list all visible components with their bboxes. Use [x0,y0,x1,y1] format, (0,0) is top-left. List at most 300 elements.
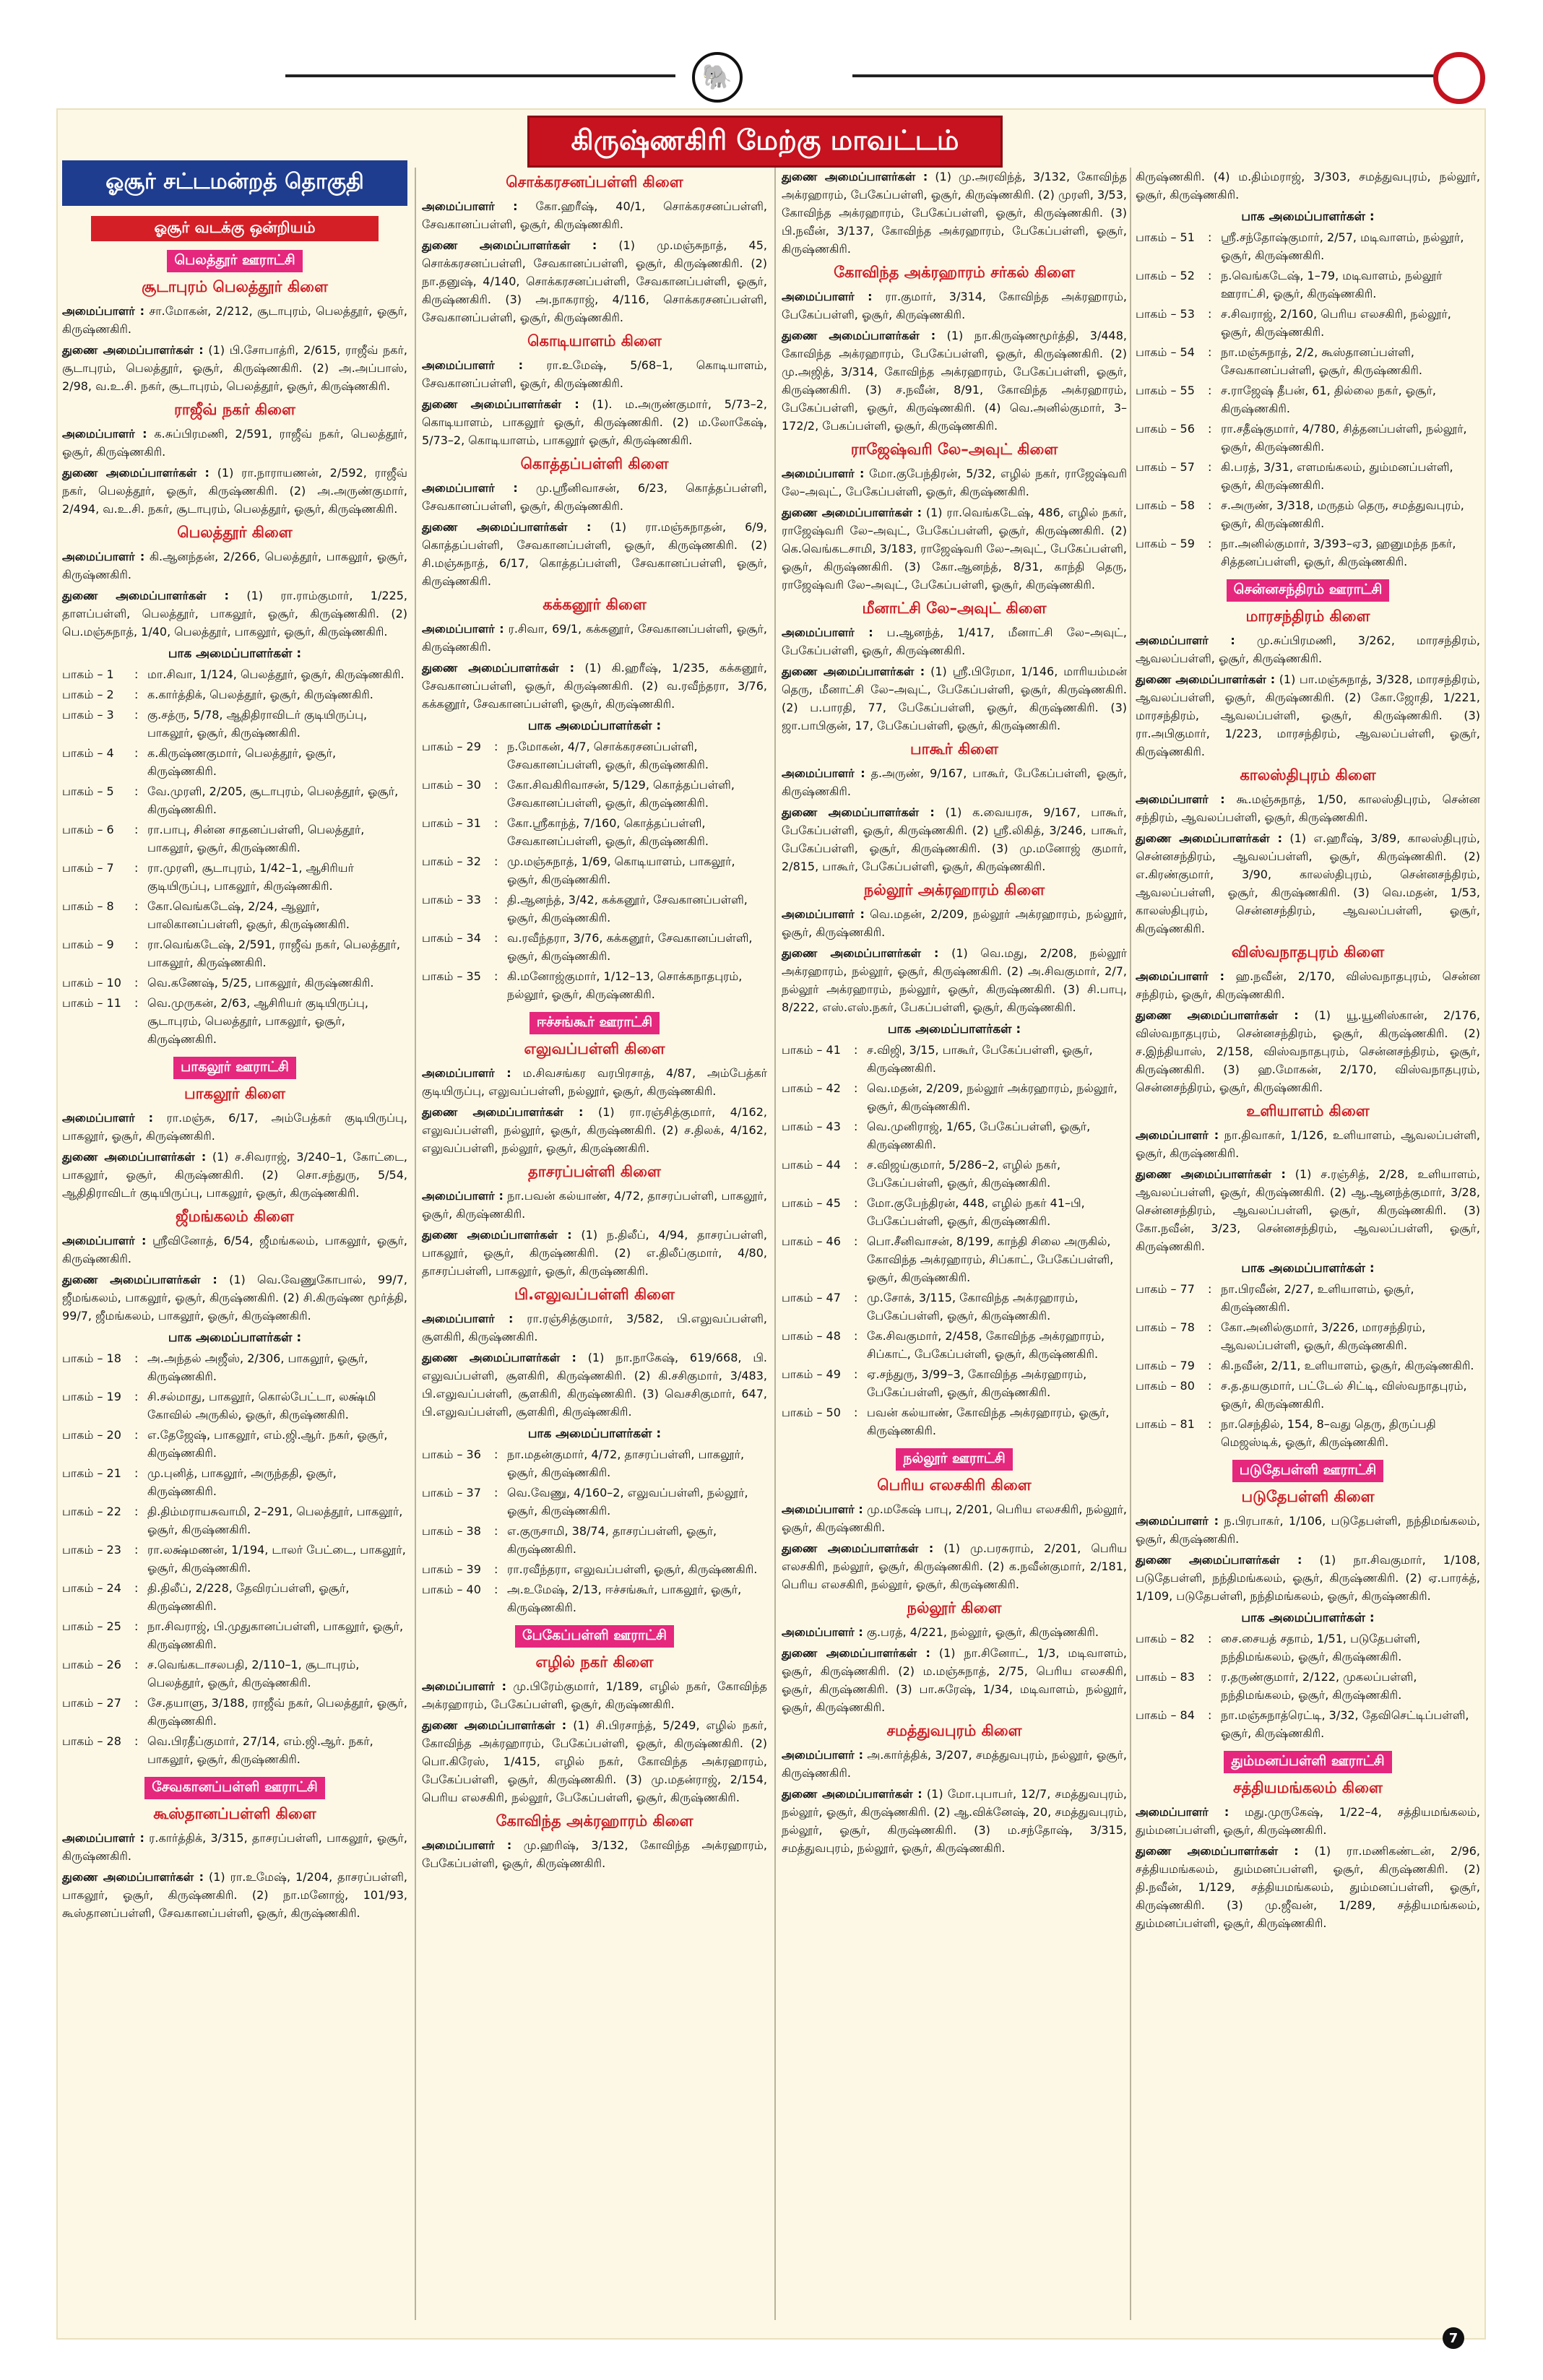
colon-separator: : [1208,460,1212,474]
booth-member: நா.அனில்குமார், 3/393–ஏ3, ஹனுமந்த நகர், சித்தனப்பள்ளி, ஓசூர், கிருஷ்ணகிரி. [1221,537,1456,568]
entry-text: ந.பிரபாகர், 1/106, படுதேபள்ளி, நந்திமங்கலம், ஓசூர், கிருஷ்ணகிரி. [1136,1514,1481,1546]
booth-number: பாகம் – 1 [62,667,114,681]
booth-member: எ.தேஜேஷ், பாகலூர், எம்.ஜி.ஆர். நகர், ஓசூர், கிருஷ்ணகிரி. [147,1428,388,1460]
role-label: அமைப்பாளர் : [1136,1805,1229,1819]
booth-number: பாகம் – 21 [62,1466,121,1480]
booth-member: வெ.மதன், 2/209, நல்லூர் அக்ரஹாரம், நல்லூர், ஓசூர், கிருஷ்ணகிரி. [867,1081,1118,1113]
role-label: துணை அமைப்பாளர்கள் : [62,1870,204,1884]
office-bearer-entry [62,464,407,518]
panchayat-label: சென்னசந்திரம் ஊராட்சி [1227,579,1390,602]
role-label: துணை அமைப்பாளர்கள் : [1136,831,1282,845]
role-label: அமைப்பாளர் : [62,1111,154,1125]
office-bearer-entry [422,1187,767,1223]
office-bearer-entry [422,395,767,449]
branch-heading: மாரசந்திரம் கிளை [1245,607,1370,625]
union-label: ஓசூர் வடக்கு ஒன்றியம் [91,216,379,241]
role-label: துணை அமைப்பாளர்கள் : [422,520,592,534]
office-bearer-entry [62,1868,407,1922]
colon-separator: : [134,899,139,913]
role-label: துணை அமைப்பாளர்கள் : [782,946,939,960]
booth-number: பாகம் – 6 [62,823,114,836]
panchayat-label: சேவகானப்பள்ளி ஊராட்சி [144,1777,324,1799]
booth-member: வெ.முனிராஜ், 1/65, பேகேப்பள்ளி, ஓசூர், கிருஷ்ணகிரி. [867,1120,1091,1151]
booth-member: மா.சிவா, 1/124, பெலத்தூர், ஓசூர், கிருஷ்ணகிரி. [147,667,405,681]
office-bearer-entry [422,1349,767,1421]
booth-row [62,1579,407,1615]
entry-text: (1) நா.கிருஷ்ணமூர்த்தி, 3/448, கோவிந்த அக்ரஹாரம், பேகேப்பள்ளி, ஓசூர், கிருஷ்ணகிரி. (2) மு.அஜித், 3/314, கோவிந்த அக்ரஹாரம், பேகேப்பள்ளி, ஓசூர், கிருஷ்ணகிரி. (3) ச.நவீன், 8/91, கோவிந்த அக்ரஹாரம், பேகேப்பள்ளி, ஓசூர், கிருஷ்ணகிரி. (4) வெ.அனில்குமார், 3–172/2, பேகப்பள்ளி, ஓசூர், கிருஷ்ணகிரி. [782,329,1127,433]
office-bearer-entry [1136,967,1480,1003]
office-bearer-entry [782,623,1127,659]
booth-member: தி.திம்மராயசுவாமி, 2–291, பெலத்தூர், பாகலூர், ஓசூர், கிருஷ்ணகிரி. [147,1505,403,1536]
booth-member: ர.தருண்குமார், 2/122, முகலப்பள்ளி, நந்திமங்கலம், ஓசூர், கிருஷ்ணகிரி. [1221,1670,1417,1702]
booth-number: பாகம் – 41 [782,1043,841,1057]
entry-text: (1) ரா.ராம்குமார், 1/225, தாளப்பள்ளி, பெலத்தூர், பாகலூர், ஓசூர், கிருஷ்ணகிரி. (2) பெ.மஞ்சுநாத், 1/40, பெலத்தூர், பாகலூர், ஓசூர், கிருஷ்ணகிரி. [62,589,407,639]
entry-text: (1) நா.சினோட், 1/3, மடிவாளம், ஓசூர், கிருஷ்ணகிரி. (2) ம.மஞ்சுநாத், 2/75, பெரிய எலசகிரி, ஓசூர், கிருஷ்ணகிரி. (3) பா.சுரேஷ், 1/34, மடிவாளம், நல்லூர், ஓசூர், கிருஷ்ணகிரி. [782,1646,1127,1714]
booth-member: ரா.வெங்கடேஷ், 2/591, ராஜீவ் நகர், பெலத்தூர், பாகலூர், கிருஷ்ணகிரி. [147,938,400,969]
role-label: துணை அமைப்பாளர்கள் : [62,466,209,480]
booth-member: நா.செந்தில், 154, 8–வது தெரு, திருப்பதி மெஜஸ்டிக், ஓசூர், கிருஷ்ணகிரி. [1221,1417,1436,1449]
booth-member: ச.விஜி, 3/15, பாகூர், பேகேப்பள்ளி, ஓசூர், கிருஷ்ணகிரி. [867,1043,1093,1075]
booth-member: கோ.சிவகிரிவாசன், 5/129, கொத்தப்பள்ளி, சேவகானப்பள்ளி, ஓசூர், கிருஷ்ணகிரி. [507,778,735,810]
booth-number: பாகம் – 83 [1136,1670,1195,1684]
booth-number: பாகம் – 32 [422,854,481,868]
role-label: அமைப்பாளர் : [62,1831,144,1845]
booth-number: பாகம் – 26 [62,1658,121,1671]
booth-member: ரா.ரவீந்தரா, எலுவப்பள்ளி, ஓசூர், கிருஷ்ணகிரி. [507,1562,758,1576]
office-bearer-entry [782,326,1127,435]
booth-row [1136,1280,1480,1316]
colon-separator: : [134,1619,139,1633]
office-bearer-entry [422,1836,767,1872]
booth-number: பாகம் – 55 [1136,384,1195,397]
entry-text: (1) ச.ரஞ்சித், 2/28, உளியாளம், ஆவலப்பள்ளி, ஓசூர், கிருஷ்ணகிரி. (2) ஆ.ஆனந்த்குமார், 3/28, சென்னசந்திரம், ஆவலப்பள்ளி, ஓசூர், கிருஷ்ணகிரி. (3) கோ.நவீன், 3/23, சென்னசந்திரம், ஆவலப்பள்ளி, ஓசூர், கிருஷ்ணகிரி. [1136,1167,1480,1253]
column-divider [774,168,776,2320]
role-label: அமைப்பாளர் : [422,358,524,372]
section-subheading: பாக அமைப்பாளர்கள் : [527,1427,662,1441]
column-1 [58,155,412,2318]
booth-member: மு.மஞ்சுநாத், 1/69, கொடியாளம், பாகலூர், ஓசூர், கிருஷ்ணகிரி. [507,854,735,886]
entry-text: ம.சிவசங்கர வரபிரசாத், 4/87, அம்பேத்கர் குடியிருப்பு, எலுவப்பள்ளி, நல்லூர், ஓசூர், கிருஷ்ணகிரி. [422,1066,767,1098]
booth-number: பாகம் – 47 [782,1291,841,1304]
page-title: கிருஷ்ணகிரி மேற்கு மாவட்டம் [527,116,1003,168]
role-label: துணை அமைப்பாளர்கள் : [782,1541,934,1555]
role-label: அமைப்பாளர் : [782,467,865,480]
entry-text: சா.மோகன், 2/212, சூடாபுரம், பெலத்தூர், ஓசூர், கிருஷ்ணகிரி. [62,304,408,336]
role-label: துணை அமைப்பாளர்கள் : [1136,1167,1286,1181]
colon-separator: : [1208,1632,1212,1645]
booth-member: ரா.முரளி, சூடாபுரம், 1/42–1, ஆசிரியர் குடியிருப்பு, பாகலூர், கிருஷ்ணகிரி. [147,861,354,893]
office-bearer-entry [782,1539,1127,1593]
colon-separator: : [494,854,498,868]
office-bearer-entry [422,197,767,233]
section-subheading: பாக அமைப்பாளர்கள் : [887,1022,1021,1037]
booth-row [62,744,407,780]
branch-heading: கூஸ்தானப்பள்ளி கிளை [153,1805,316,1822]
booth-number: பாகம் – 27 [62,1696,121,1710]
booth-member: நா.பிரவீன், 2/27, உளியாளம், ஓசூர், கிருஷ்ணகிரி. [1221,1282,1414,1314]
entry-text: (1) ந.திலீப், 4/94, தாசரப்பள்ளி, பாகலூர், ஓசூர், கிருஷ்ணகிரி. (2) எ.திலீப்குமார், 4/80, தாசரப்பள்ளி, பாகலூர், ஓசூர், கிருஷ்ணகிரி. [422,1228,767,1278]
role-label: துணை அமைப்பாளர்கள் : [422,1351,576,1364]
booth-row [782,1232,1127,1286]
role-label: துணை அமைப்பாளர்கள் : [1136,1844,1299,1858]
office-bearer-entry [62,548,407,584]
panchayat-label: பெலத்தூர் ஊராட்சி [167,250,302,272]
entry-text: (1) யூ.யூனிஸ்கான், 2/176, விஸ்வநாதபுரம், சென்னசந்திரம், ஓசூர், கிருஷ்ணகிரி. (2) ச.இந்தியாஸ், 2/158, விஸ்வநாதபுரம், சென்னசந்திரம், ஓசூர், கிருஷ்ணகிரி. (3) ஹ.மோகன், 2/170, விஸ்வநாதபுரம், சென்னசந்திரம், ஓசூர், கிருஷ்ணகிரி. [1136,1008,1481,1094]
colon-separator: : [134,1658,139,1671]
booth-member: கோ.ஸ்ரீகாந்த், 7/160, கொத்தப்பள்ளி, சேவகானப்பள்ளி, ஓசூர், கிருஷ்ணகிரி. [507,816,709,848]
booth-member: வெ.பிரதீப்குமார், 27/14, எம்.ஜி.ஆர். நகர், பாகலூர், ஓசூர், கிருஷ்ணகிரி. [147,1734,373,1766]
panchayat-heading [62,1057,407,1079]
office-bearer-entry [1136,670,1480,761]
office-bearer-entry [422,1064,767,1100]
role-label: துணை அமைப்பாளர்கள் : [62,1273,217,1286]
booth-row [62,1694,407,1730]
red-circle-icon [1433,52,1485,104]
entry-text: ரா.குமார், 3/314, கோவிந்த அக்ரஹாரம், பேகேப்பள்ளி, ஓசூர், கிருஷ்ணகிரி. [782,290,1128,321]
booth-row [62,859,407,895]
role-label: அமைப்பாளர் : [422,622,504,636]
booth-row [422,929,767,965]
colon-separator: : [134,784,139,798]
district-sheet [56,108,1486,2340]
office-bearer-entry [422,1103,767,1157]
branch-heading: படுதேபள்ளி கிளை [1241,1488,1375,1505]
booth-member: ரா.லக்ஷ்மணன், 1/194, டாலர் பேட்டை, பாகலூர், ஓசூர், கிருஷ்ணகிரி. [147,1543,406,1575]
booth-row [782,1156,1127,1192]
role-label: துணை அமைப்பாளர்கள் : [422,397,579,411]
office-bearer-entry [422,1677,767,1713]
booth-row [422,1522,767,1558]
booth-number: பாகம் – 84 [1136,1708,1195,1722]
booth-number: பாகம் – 33 [422,893,481,906]
colon-separator: : [1208,498,1212,512]
booth-member: மோ.குபேந்திரன், 448, எழில் நகர் 41–பி, பேகேப்பள்ளி, ஓசூர், கிருஷ்ணகிரி. [867,1196,1085,1228]
masthead-rule [0,43,1543,108]
role-label: துணை அமைப்பாளர்கள் : [62,1150,207,1164]
entry-text: (1) கி.ஹரீஷ், 1/235, கக்கனூர், சேவகானப்பள்ளி, ஓசூர், கிருஷ்ணகிரி. (2) வ.ரவீந்தரா, 3/76, கக்கனூர், சேவகானப்பள்ளி, ஓசூர், கிருஷ்ணகிரி. [422,661,767,711]
booth-number: பாகம் – 19 [62,1390,121,1403]
role-label: அமைப்பாளர் : [62,304,145,318]
colon-separator: : [1208,1282,1212,1296]
panchayat-label: பேகேப்பள்ளி ஊராட்சி [515,1625,674,1648]
entry-text: (1) க.வையரசு, 9/167, பாகூர், பேகேப்பள்ளி, ஓசூர், கிருஷ்ணகிரி. (2) ஸ்ரீ.லிகித், 3/246, பாகூர், பேகேப்பள்ளி, ஓசூர், கிருஷ்ணகிரி. (3) மு.மனோஜ் குமார், 2/815, பாகூர், பேகேப்பள்ளி, ஓசூர், கிருஷ்ணகிரி. [782,805,1128,873]
panchayat-heading [62,1777,407,1799]
booth-row [62,994,407,1048]
entry-text: கோ.ஹரீஷ், 40/1, சொக்கரசனப்பள்ளி, சேவகானப்பள்ளி, ஓசூர், கிருஷ்ணகிரி. [422,199,767,231]
section-subheading: பாக அமைப்பாளர்கள் : [168,1330,302,1345]
booth-number: பாகம் – 23 [62,1543,121,1557]
booth-member: சே.தயாளு, 3/188, ராஜீவ் நகர், பெலத்தூர், ஓசூர், கிருஷ்ணகிரி. [147,1696,407,1728]
booth-number: பாகம் – 3 [62,708,114,722]
booth-number: பாகம் – 82 [1136,1632,1195,1645]
role-label: துணை அமைப்பாளர்கள் : [422,238,597,252]
section-subheading: பாக அமைப்பாளர்கள் : [527,719,662,733]
colon-separator: : [134,708,139,722]
booth-row [422,1560,767,1578]
entry-text: ஸ்ரீவினோத், 6/54, ஜீமங்கலம், பாகலூர், ஓசூர், கிருஷ்ணகிரி. [62,1234,407,1265]
office-bearer-entry [782,803,1127,875]
booth-row [62,665,407,683]
entry-text: மு.மகேஷ் பாபு, 2/201, பெரிய எலசகிரி, நல்லூர், ஓசூர், கிருஷ்ணகிரி. [782,1502,1128,1534]
office-bearer-entry [1136,790,1480,826]
booth-member: அ.அந்தல் அஜீஸ், 2/306, பாகலூர், ஓசூர், கிருஷ்ணகிரி. [147,1351,368,1383]
office-bearer-entry [422,620,767,656]
branch-heading: கொத்தப்பள்ளி கிளை [520,455,669,472]
role-label: துணை அமைப்பாளர்கள் : [782,506,922,519]
colon-separator: : [134,746,139,760]
booth-member: ச.விஜய்குமார், 5/286–2, எழில் நகர், பேகேப்பள்ளி, ஓசூர், கிருஷ்ணகிரி. [867,1158,1061,1190]
role-label: அமைப்பாளர் : [782,1625,863,1639]
booth-row [62,782,407,818]
booth-number: பாகம் – 22 [62,1505,121,1518]
booth-row [62,685,407,704]
office-bearer-entry [62,1232,407,1268]
booth-member: மு.சோக், 3/115, கோவிந்த அக்ரஹாரம், பேகேப்பள்ளி, ஓசூர், கிருஷ்ணகிரி. [867,1291,1079,1323]
role-label: துணை அமைப்பாளர்கள் : [782,665,925,678]
role-label: அமைப்பாளர் : [62,550,145,563]
booth-row [422,737,767,774]
role-label: துணை அமைப்பாளர்கள் : [1136,672,1276,686]
office-bearer-entry [782,1644,1127,1716]
office-bearer-entry [62,587,407,641]
colon-separator: : [494,1524,498,1538]
booth-member: வெ.வேணு, 4/160–2, எலுவப்பள்ளி, நல்லூர், ஓசூர், கிருஷ்ணகிரி. [507,1486,748,1518]
office-bearer-entry [1136,1165,1480,1255]
booth-row [1136,420,1480,456]
constituency-title: ஓசூர் சட்டமன்றத் தொகுதி [62,160,407,206]
panchayat-heading [62,250,407,272]
colon-separator: : [134,1696,139,1710]
office-bearer-entry [62,425,407,461]
booth-row [62,1502,407,1539]
branch-heading: தாசரப்பள்ளி கிளை [528,1163,661,1180]
booth-row [62,1617,407,1653]
booth-number: பாகம் – 79 [1136,1359,1195,1372]
booth-row [1136,1630,1480,1666]
colon-separator: : [134,1543,139,1557]
role-label: அமைப்பாளர் : [422,1312,514,1325]
office-bearer-entry [422,479,767,515]
entry-text: மோ.குபேந்திரன், 5/32, எழில் நகர், ராஜேஷ்வரி லே–அவுட், பேகேப்பள்ளி, ஓசூர், கிருஷ்ணகிரி. [782,467,1127,498]
booth-row [782,1041,1127,1077]
booth-member: ந.மோகன், 4/7, சொக்கரசனப்பள்ளி, சேவகானப்பள்ளி, ஓசூர், கிருஷ்ணகிரி. [507,740,709,771]
panchayat-heading [422,1625,767,1648]
role-label: அமைப்பாளர் : [62,1234,147,1247]
booth-number: பாகம் – 7 [62,861,114,875]
branch-heading: ராஜீவ் நகர் கிளை [174,401,295,418]
booth-number: பாகம் – 34 [422,931,481,945]
booth-row [422,1484,767,1520]
booth-row [62,1656,407,1692]
booth-member: பொ.சீனிவாசன், 8/199, காந்தி சிலை அருகில், கோவிந்த அக்ரஹாரம், சிப்காட், பேகேப்பள்ளி, ஓசூர், கிருஷ்ணகிரி. [867,1234,1114,1284]
branch-heading: சத்தியமங்கலம் கிளை [1233,1779,1383,1796]
booth-row [1136,458,1480,494]
branch-heading: எலுவப்பள்ளி கிளை [524,1040,665,1057]
booth-number: பாகம் – 31 [422,816,481,830]
page-number: 7 [1443,2327,1464,2349]
booth-row [62,935,407,972]
booth-row [782,1079,1127,1115]
office-bearer-entry [422,518,767,590]
booth-row [1136,267,1480,303]
colon-separator: : [134,823,139,836]
booth-member: தி.ஆனந்த், 3/42, கக்கனூர், சேவகானப்பள்ளி, ஓசூர், கிருஷ்ணகிரி. [507,893,748,925]
role-label: அமைப்பாளர் : [782,1502,863,1516]
entry-text: மது.முருகேஷ், 1/22–4, சத்தியமங்கலம், தும்மனப்பள்ளி, ஓசூர், கிருஷ்ணகிரி. [1136,1805,1480,1837]
branch-heading: ராஜேஷ்வரி லே–அவுட் கிளை [850,441,1058,458]
booth-number: பாகம் – 11 [62,996,121,1010]
colon-separator: : [134,996,139,1010]
section-subheading: பாக அமைப்பாளர்கள் : [1241,1261,1375,1276]
booth-row [1136,496,1480,532]
booth-number: பாகம் – 28 [62,1734,121,1748]
colon-separator: : [1208,1359,1212,1372]
entry-text: ர.கார்த்திக், 3/315, தாசரப்பள்ளி, பாகலூர், ஓசூர், கிருஷ்ணகிரி. [62,1831,407,1863]
column-3 [777,168,1131,2331]
entry-text: வெ.மதன், 2/209, நல்லூர் அக்ரஹாரம், நல்லூர், ஓசூர், கிருஷ்ணகிரி. [782,907,1127,939]
booth-row [1136,305,1480,341]
colon-separator: : [134,976,139,990]
office-bearer-entry [1136,1842,1480,1932]
booth-number: பாகம் – 44 [782,1158,841,1172]
office-bearer-entry [1136,1512,1480,1548]
panchayat-heading [782,1448,1127,1471]
role-label: அமைப்பாளர் : [422,1066,511,1080]
continued-text: கிருஷ்ணகிரி. (4) ம.திம்மராஜ், 3/303, சமத்துவபுரம், நல்லூர், ஓசூர், கிருஷ்ணகிரி. [1136,170,1480,202]
booth-row [62,1349,407,1385]
booth-number: பாகம் – 59 [1136,537,1195,550]
panchayat-label: நல்லூர் ஊராட்சி [896,1448,1012,1471]
role-label: அமைப்பாளர் : [782,766,865,780]
entry-text: (1) நா.நாகேஷ், 619/668, பி. எலுவப்பள்ளி, சூளகிரி, கிருஷ்ணகிரி. (2) கி.சசிகுமார், 3/483, பி.எலுவப்பள்ளி, சூளகிரி, கிருஷ்ணகிரி. (3) வெசசிகுமார், 647, பி.எலுவப்பள்ளி, சூளகிரி, கிருஷ்ணகிரி. [422,1351,768,1419]
role-label: துணை அமைப்பாளர்கள் : [782,1787,922,1801]
entry-text: ஹ.நவீன், 2/170, விஸ்வநாதபுரம், சென்ன சந்திரம், ஓசூர், கிருஷ்ணகிரி. [1136,969,1481,1001]
booth-member: ஸ்ரீ.சந்தோஷ்குமார், 2/57, மடிவாளம், நல்லூர், ஓசூர், கிருஷ்ணகிரி. [1221,230,1464,262]
booth-number: பாகம் – 10 [62,976,121,990]
booth-row [1136,535,1480,571]
entry-text: (1) ச.சிவராஜ், 3/240–1, கோட்டை, பாகலூர், ஓசூர், கிருஷ்ணகிரி. (2) சொ.சந்துரு, 5/54, ஆதிதிராவிடர் குடியிருப்பு, பாகலூர், ஓசூர், கிருஷ்ணகிரி. [62,1150,407,1200]
office-bearer-entry [422,356,767,392]
booth-member: கி.பரத், 3/31, எளமங்கலம், தும்மனப்பள்ளி, ஓசூர், கிருஷ்ணகிரி. [1221,460,1453,492]
booth-number: பாகம் – 37 [422,1486,481,1500]
entry-text: ப.ஆனந்த், 1/417, மீனாட்சி லே–அவுட், பேகேப்பள்ளி, ஓசூர், கிருஷ்ணகிரி. [782,626,1128,657]
colon-separator: : [1208,307,1212,321]
role-label: துணை அமைப்பாளர்கள் : [782,1646,930,1660]
panchayat-heading [1136,579,1480,602]
colon-separator: : [494,1562,498,1576]
branch-heading: பெலத்தூர் கிளை [177,524,293,541]
colon-separator: : [134,1351,139,1365]
booth-member: ச.சிவராஜ், 2/160, பெரிய எலசகிரி, நல்லூர், ஓசூர், கிருஷ்ணகிரி. [1221,307,1451,339]
booth-row [1136,1377,1480,1413]
branch-heading: சமத்துவபுரம் கிளை [886,1722,1022,1739]
booth-number: பாகம் – 57 [1136,460,1195,474]
office-bearer-entry [782,287,1127,324]
booth-number: பாகம் – 30 [422,778,481,792]
booth-member: ரா.பாபு, சின்ன சாதனப்பள்ளி, பெலத்தூர், பாகலூர், ஓசூர், கிருஷ்ணகிரி. [147,823,365,854]
branch-heading: ஜீமங்கலம் கிளை [176,1208,294,1225]
office-bearer-entry [422,659,767,713]
colon-separator: : [134,1466,139,1480]
office-bearer-entry [62,1271,407,1325]
booth-member: நா.மஞ்சுநாத், 2/2, கூஸ்தானப்பள்ளி, சேவகானப்பள்ளி, ஓசூர், கிருஷ்ணகிரி. [1221,345,1422,377]
booth-number: பாகம் – 78 [1136,1320,1195,1334]
entry-text: (1) நா.சிவகுமார், 1/108, படுதேபள்ளி, நந்திமங்கலம், ஓசூர், கிருஷ்ணகிரி. (2) ஏ.பாரக்த், 1/109, படுதேபள்ளி, நந்திமங்கலம், ஓசூர், கிருஷ்ணகிரி. [1136,1553,1480,1603]
right-rule [852,74,1452,77]
office-bearer-entry [782,503,1127,594]
booth-number: பாகம் – 81 [1136,1417,1195,1431]
booth-member: பவன் கல்யாண், கோவிந்த அக்ரஹாரம், ஓசூர், கிருஷ்ணகிரி. [867,1406,1110,1437]
role-label: அமைப்பாளர் : [62,427,147,441]
booth-number: பாகம் – 42 [782,1081,841,1095]
entry-text: (1) ரா.மணிகண்டன், 2/96, சத்தியமங்கலம், தும்மனப்பள்ளி, ஓசூர், கிருஷ்ணகிரி. (2) தி.நவீன், 1/129, சத்தியமங்கலம், தும்மனப்பள்ளி, ஓசூர், கிருஷ்ணகிரி. (3) மு.ஜீவன், 1/289, சத்தியமங்கலம், தும்மனப்பள்ளி, ஓசூர், கிருஷ்ணகிரி. [1136,1844,1480,1930]
colon-separator: : [494,1486,498,1500]
booth-member: நா.மதன்குமார், 4/72, தாசரப்பள்ளி, பாகலூர், ஓசூர், கிருஷ்ணகிரி. [507,1448,745,1479]
booth-number: பாகம் – 8 [62,899,114,913]
booth-number: பாகம் – 4 [62,746,114,760]
panchayat-heading [422,1012,767,1034]
booth-number: பாகம் – 54 [1136,345,1195,359]
entry-text: (1) வெ.வேணுகோபால், 99/7, ஜீமங்கலம், பாகலூர், ஓசூர், கிருஷ்ணகிரி. (2) சி.கிருஷ்ண மூர்த்தி, 99/7, ஜீமங்கலம், பாகலூர், ஓசூர், கிருஷ்ணகிரி. [62,1273,407,1323]
entry-text: (1) மோ.புபாபர், 12/7, சமத்துவபுரம், நல்லூர், ஓசூர், கிருஷ்ணகிரி. (2) ஆ.விக்னேஷ், 20, சமத்துவபுரம், நல்லூர், ஓசூர், கிருஷ்ணகிரி. (3) ம.சந்தோஷ், 3/315, சமத்துவபுரம், நல்லூர், ஓசூர், கிருஷ்ணகிரி. [782,1787,1127,1855]
colon-separator: : [1208,537,1212,550]
column-2 [418,168,772,2331]
role-label: துணை அமைப்பாளர்கள் : [1136,1008,1299,1022]
colon-separator: : [1208,230,1212,244]
booth-row [1136,343,1480,379]
role-label: அமைப்பாளர் : [1136,969,1225,983]
party-emblem-icon: 🐘 [692,52,743,103]
booth-row [422,891,767,927]
booth-number: பாகம் – 77 [1136,1282,1195,1296]
booth-member: நா.மஞ்சுநாத்ரெட்டி, 3/32, தேவிசெட்டிப்பள்ளி, ஓசூர், கிருஷ்ணகிரி. [1221,1708,1469,1740]
panchayat-heading [1136,1751,1480,1773]
booth-row [782,1327,1127,1363]
colon-separator: : [494,740,498,753]
colon-separator: : [854,1234,858,1248]
booth-member: க.கிருஷ்ணகுமார், பெலத்தூர், ஓசூர், கிருஷ்ணகிரி. [147,746,337,778]
booth-member: ச.ராஜேஷ் தீபன், 61, தில்லை நகர், ஓசூர், கிருஷ்ணகிரி. [1221,384,1436,415]
entry-text: (1) ரா.வெங்கடேஷ், 486, எழில் நகர், ராஜேஷ்வரி லே–அவுட், பேகேப்பள்ளி, ஓசூர், கிருஷ்ணகிரி. (2) கெ.வெங்கடசாமி, 3/183, ராஜேஷ்வரி லே–அவுட், பேகேப்பள்ளி, ஓசூர், கிருஷ்ணகிரி. (3) கோ.ஆனந்த், 8/31, காந்தி தெரு, ராஜேஷ்வரி லே–அவுட், பேகேப்பள்ளி, ஓசூர், கிருஷ்ணகிரி. [782,506,1128,592]
branch-heading: கக்கனூர் கிளை [543,596,647,613]
role-label: அமைப்பாளர் : [1136,1514,1219,1528]
booth-member: கே.சிவகுமார், 2/458, கோவிந்த அக்ரஹாரம், சிப்காட், பேகேப்பள்ளி, ஓசூர், கிருஷ்ணகிரி. [867,1329,1105,1361]
entry-text: (1) ஸ்ரீ.பிரேமா, 1/146, மாரியம்மன் தெரு, மீனாட்சி லே–அவுட், பேகேப்பள்ளி, ஓசூர், கிருஷ்ணகிரி. (2) ப.பாரதி, 77, பேகேப்பள்ளி, ஓசூர், கிருஷ்ணகிரி. (3) ஜா.பாபிகுன், 17, பேகேப்பள்ளி, ஓசூர், கிருஷ்ணகிரி. [782,665,1127,732]
booth-row [1136,1415,1480,1451]
booth-member: வ.ரவீந்தரா, 3/76, கக்கனூர், சேவகானப்பள்ளி, ஓசூர், கிருஷ்ணகிரி. [507,931,753,963]
booth-member: ஏ.சந்துரு, 3/99–3, கோவிந்த அக்ரஹாரம், பேகேப்பள்ளி, ஓசூர், கிருஷ்ணகிரி. [867,1367,1087,1399]
office-bearer-entry [782,662,1127,735]
booth-row [1136,228,1480,264]
branch-heading: பி.எலுவப்பள்ளி கிளை [514,1286,675,1303]
booth-number: பாகம் – 18 [62,1351,121,1365]
booth-row [1136,1668,1480,1704]
colon-separator: : [494,893,498,906]
role-label: அமைப்பாளர் : [1136,792,1225,806]
office-bearer-entry [1136,1803,1480,1839]
colon-separator: : [854,1120,858,1133]
colon-separator: : [1208,345,1212,359]
booth-member: கி.நவீன், 2/11, உளியாளம், ஓசூர், கிருஷ்ணகிரி. [1221,1359,1474,1372]
colon-separator: : [854,1291,858,1304]
booth-row [782,1403,1127,1440]
entry-text: த.அருண், 9/167, பாகூர், பேகேப்பள்ளி, ஓசூர், கிருஷ்ணகிரி. [782,766,1127,798]
entry-text: (1) ரா.மஞ்சுநாதன், 6/9, கொத்தப்பள்ளி, சேவகானப்பள்ளி, ஓசூர், கிருஷ்ணகிரி. (2) சி.மஞ்சுநாத், 6/17, கொத்தப்பள்ளி, சேவகானப்பள்ளி, ஓசூர், கிருஷ்ணகிரி. [422,520,767,588]
colon-separator: : [134,938,139,951]
role-label: துணை அமைப்பாளர்கள் : [422,1718,567,1732]
entry-text: மு.ஸ்ரீனிவாசன், 6/23, கொத்தப்பள்ளி, சேவகானப்பள்ளி, ஓசூர், கிருஷ்ணகிரி. [422,481,767,513]
colon-separator: : [494,1448,498,1461]
